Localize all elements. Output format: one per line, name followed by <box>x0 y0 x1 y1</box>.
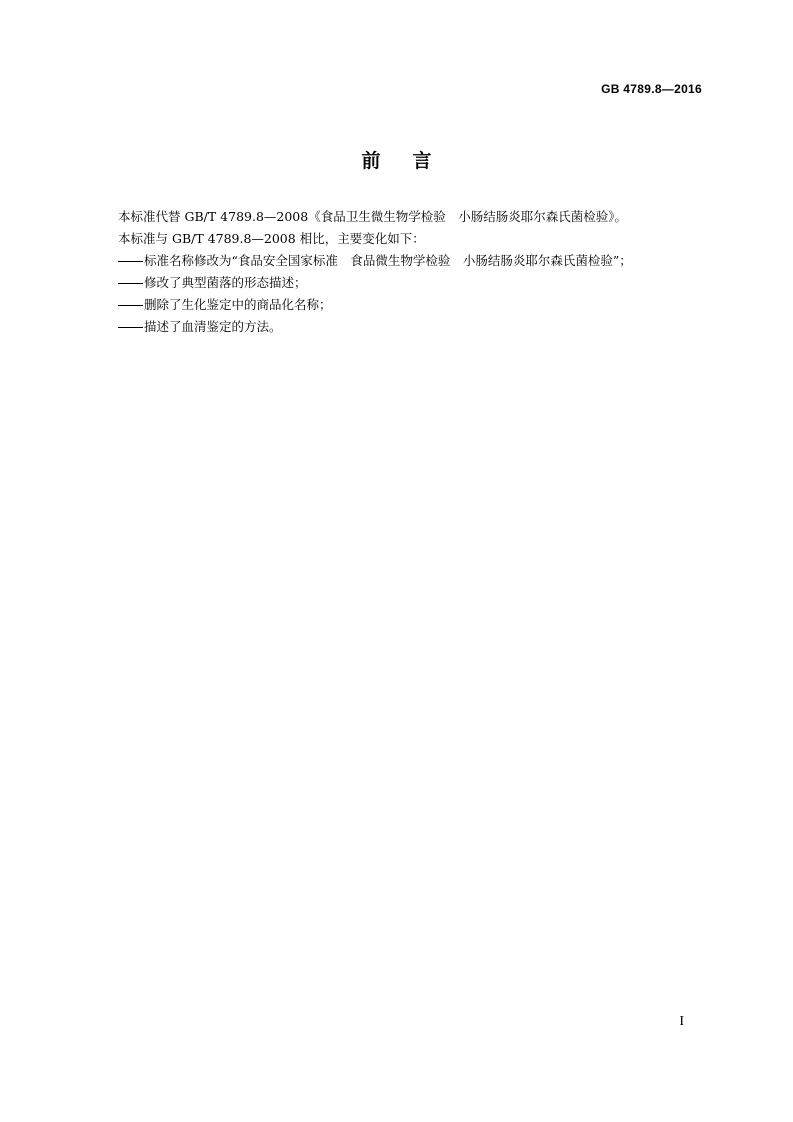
change-item-text: 描述了血清鉴定的方法。 <box>144 319 282 334</box>
dash-bullet <box>118 305 143 306</box>
change-item <box>118 272 718 294</box>
dash-bullet <box>118 261 143 262</box>
change-item-text: 修改了典型菌落的形态描述； <box>144 275 307 290</box>
dash-bullet <box>118 327 143 328</box>
change-item-text: 标准名称修改为“食品安全国家标准 食品微生物学检验 小肠结肠炎耶尔森氏菌检验”； <box>144 253 632 268</box>
change-item <box>118 316 718 338</box>
change-item-text: 删除了生化鉴定中的商品化名称； <box>144 297 332 312</box>
standard-number: GB 4789.8—2016 <box>601 82 702 96</box>
dash-bullet <box>118 283 143 284</box>
paragraph-changes-intro: 本标准与 GB/T 4789.8—2008 相比，主要变化如下： <box>118 231 425 246</box>
document-body <box>118 206 718 338</box>
paragraph-replaces: 本标准代替 GB/T 4789.8—2008《食品卫生微生物学检验 小肠结肠炎耶尔森氏菌检验》。 <box>118 209 627 224</box>
change-item <box>118 250 718 272</box>
page-number: I <box>679 1014 684 1029</box>
page-title: 前言 <box>361 150 464 172</box>
change-item <box>118 294 718 316</box>
